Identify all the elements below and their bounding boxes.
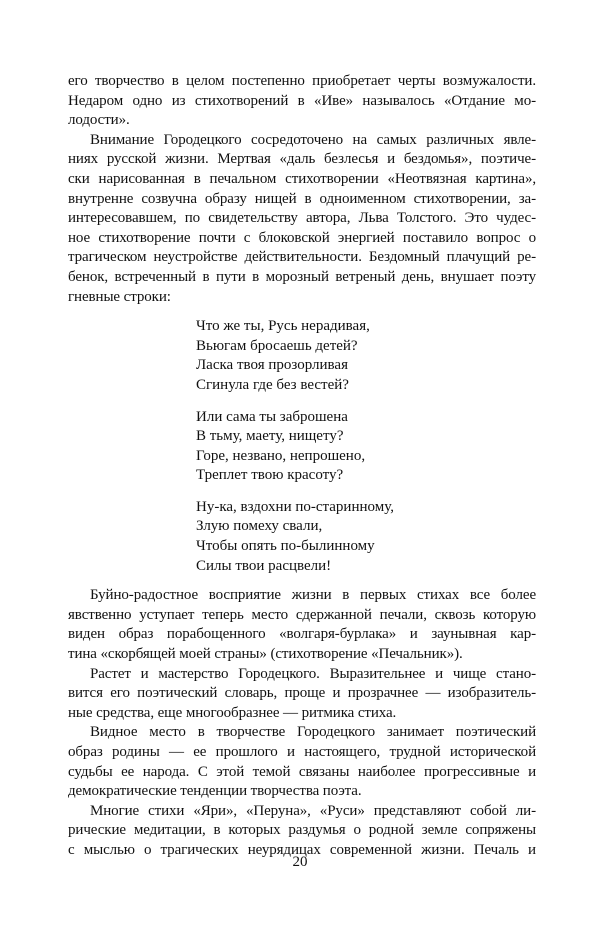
paragraph-1 xyxy=(68,72,536,131)
text-line: интересовавшем, по свидетельству автора, Льва Толстого. Это чудес- xyxy=(68,210,536,227)
poem-verse: Сгинула где без вестей? xyxy=(196,376,349,393)
text-line: ски нарисованная в печальном стихотворении «Неотвязная картина», xyxy=(68,170,536,187)
text-line: Недаром одно из стихотворений в «Иве» называлось «Отдание мо- xyxy=(68,92,536,109)
paragraph-2 xyxy=(68,131,536,307)
text-line: с мыслью о трагических неурядицах современной жизни. Печаль и xyxy=(68,841,536,858)
poem-verse: Горе, незвано, непрошено, xyxy=(196,447,366,464)
text-line: виден образ порабощенного «волгаря-бурлака» и заунывная кар- xyxy=(68,626,536,643)
text-line: ниях русской жизни. Мертвая «даль безлесья и бездомья», поэтиче- xyxy=(68,151,536,168)
text-line: явственно уступает теперь место сдержанной печали, сквозь которую xyxy=(68,606,536,623)
text-line: демократические тенденции творчества поэта. xyxy=(68,783,362,800)
poem-verse: Ну-ка, вздохни по-старинному, xyxy=(196,498,394,515)
text-line: внутренне созвучна образу нищей в одноименном стихотворении, за- xyxy=(68,190,536,207)
poem-verse: Треплет твою красоту? xyxy=(196,467,344,484)
text-line: тина «скорбящей моей страны» (стихотворение «Печальник»). xyxy=(68,646,463,663)
text-line: Буйно-радостное восприятие жизни в первых стихах все более xyxy=(90,587,536,604)
poem-stanza-1 xyxy=(196,317,536,395)
page-number: 20 xyxy=(292,854,308,870)
text-line: трагическом неустройстве действительности. Бездомный плачущий ре- xyxy=(68,249,536,266)
text-line: бенок, встреченный в пути в морозный ветреный день, внушает поэту xyxy=(68,268,536,285)
poem-verse: Ласка твоя прозорливая xyxy=(196,357,348,374)
text-line: Внимание Городецкого сосредоточено на самых различных явле- xyxy=(90,131,536,148)
text-line: вится его поэтический словарь, проще и прозрачнее — изобразитель- xyxy=(68,685,536,702)
poem-verse: Или сама ты заброшена xyxy=(196,408,348,425)
text-line: ное стихотворение почти с блоковской энергией поставило вопрос о xyxy=(68,229,536,246)
poem-stanza-2 xyxy=(196,408,536,486)
paragraph-3 xyxy=(68,586,536,664)
paragraph-5 xyxy=(68,723,536,801)
page-body xyxy=(68,72,536,861)
text-line: его творчество в целом постепенно приобретает черты возмужалости. xyxy=(68,73,536,89)
poem-verse: Что же ты, Русь нерадивая, xyxy=(196,318,370,335)
text-line: рические медитации, в которых раздумья о родной земле сопряжены xyxy=(68,822,536,839)
text-line: образ родины — ее прошлого и настоящего, трудной исторической xyxy=(68,744,536,760)
poem-verse: В тьму, маету, нищету? xyxy=(196,428,344,445)
text-line: лодости». xyxy=(68,112,130,129)
poem-verse: Силы твои расцвели! xyxy=(196,557,332,574)
poem-stanza-3 xyxy=(196,498,536,576)
paragraph-4 xyxy=(68,665,536,724)
text-line: ные средства, еще многообразнее — ритмика стиха. xyxy=(68,704,397,721)
poem-quote xyxy=(196,317,536,576)
text-line: судьбы ее народа. С этой темой связаны наиболее прогрессивные и xyxy=(68,763,536,780)
text-line: гневные строки: xyxy=(68,288,171,305)
text-line: Видное место в творчестве Городецкого занимает поэтический xyxy=(90,724,536,741)
poem-verse: Вьюгам бросаешь детей? xyxy=(196,337,358,354)
poem-verse: Злую помеху свали, xyxy=(196,518,323,535)
text-line: Многие стихи «Яри», «Перуна», «Руси» представляют собой ли- xyxy=(90,802,536,819)
poem-verse: Чтобы опять по-былинному xyxy=(196,538,375,555)
text-line: Растет и мастерство Городецкого. Выразительнее и чище стано- xyxy=(90,665,536,682)
